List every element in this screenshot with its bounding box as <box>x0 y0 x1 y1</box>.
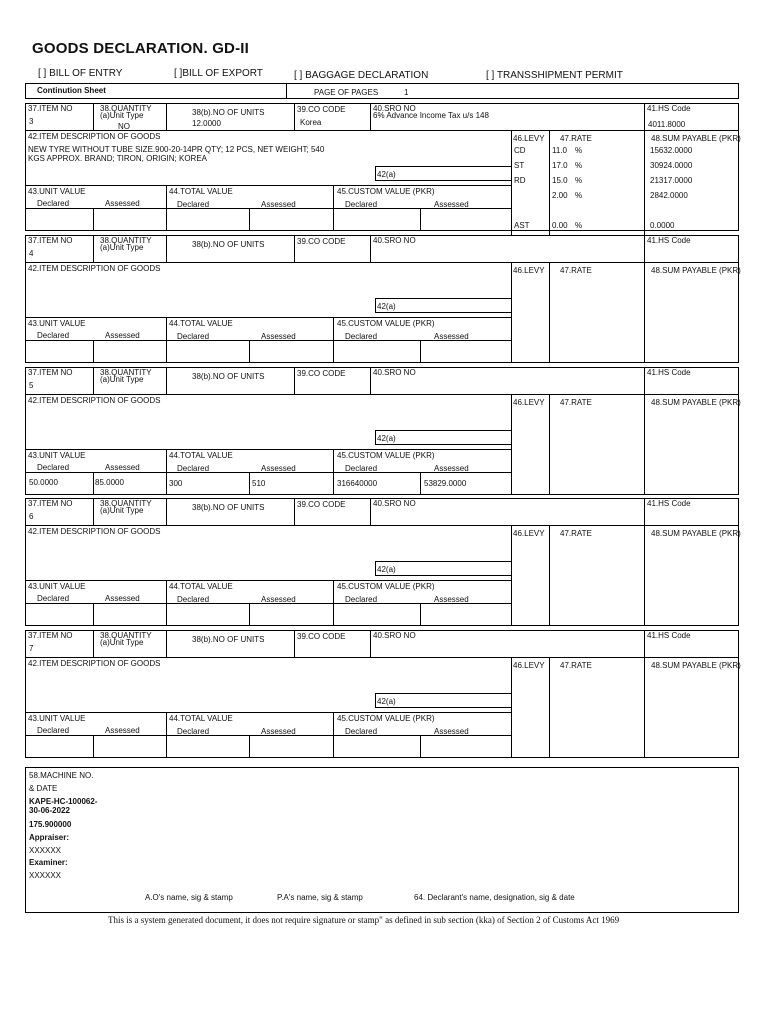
total-value-label: 44.TOTAL VALUE <box>169 451 233 460</box>
grid-line <box>644 235 645 262</box>
grid-line <box>249 208 250 231</box>
unit-value-assessed-label: Assessed <box>105 199 140 208</box>
appraiser-value: XXXXXX <box>29 846 62 855</box>
grid-line <box>511 525 512 626</box>
levy-percent: % <box>575 146 583 155</box>
grid-line <box>25 394 739 395</box>
rate-label: 47.RATE <box>560 134 592 143</box>
item-42a-label: 42(a) <box>377 565 396 574</box>
unit-type-label: (a)Unit Type <box>100 506 144 515</box>
levy-percent: % <box>575 221 583 230</box>
hs-code-label: 41.HS Code <box>647 499 691 508</box>
grid-line <box>549 525 550 626</box>
total-value-declared-label: Declared <box>177 595 210 604</box>
grid-line <box>249 472 250 495</box>
unit-type-label: (a)Unit Type <box>100 638 144 647</box>
signature-block <box>25 767 739 913</box>
transshipment-permit-option[interactable]: [ ] TRANSSHIPMENT PERMIT <box>486 70 623 81</box>
total-value-declared-label: Declared <box>177 464 210 473</box>
grid-line <box>511 130 512 235</box>
machine-no-label: 58.MACHINE NO. <box>29 771 94 780</box>
levy-name: CD <box>514 146 526 155</box>
levy-sum: 21317.0000 <box>650 176 693 185</box>
grid-line <box>294 498 295 525</box>
quantity-label: 38.QUANTITY <box>100 499 152 508</box>
levy-rate: 2.00 <box>552 191 568 200</box>
levy-rate: 17.0 <box>552 161 568 170</box>
co-code-label: 39.CO CODE <box>297 500 346 509</box>
grid-line <box>644 525 645 626</box>
levy-percent: % <box>575 176 583 185</box>
grid-line <box>370 235 371 262</box>
grid-line <box>370 498 371 525</box>
grid-line <box>420 472 421 495</box>
page-title: GOODS DECLARATION. GD-II <box>32 40 250 57</box>
total-value-declared-label: Declared <box>177 727 210 736</box>
customs-value-label: 45.CUSTOM VALUE (PKR) <box>337 187 435 196</box>
grid-line <box>25 367 739 495</box>
co-code-label: 39.CO CODE <box>297 105 346 114</box>
grid-line <box>511 657 512 758</box>
system-generated-note: This is a system generated document, it does not require signature or stamp" as defined in sub section (kka) of Section 2 of Customs Act 1969 <box>108 915 620 925</box>
grid-line <box>93 208 94 231</box>
unit-value-assessed-label: Assessed <box>105 463 140 472</box>
total-value-declared-field[interactable]: 300 <box>169 479 183 488</box>
grid-line <box>25 449 511 450</box>
description-label: 42.ITEM DESCRIPTION OF GOODS <box>28 527 161 536</box>
total-value-assessed-label: Assessed <box>261 595 296 604</box>
levy-percent: % <box>575 191 583 200</box>
continuation-row <box>25 83 739 99</box>
customs-value-assessed-field[interactable]: 53829.0000 <box>424 479 467 488</box>
grid-line <box>375 693 376 707</box>
hs-code-label: 41.HS Code <box>647 104 691 113</box>
customs-value-assessed-label: Assessed <box>434 727 469 736</box>
grid-line <box>375 575 511 576</box>
grid-line <box>375 166 376 180</box>
customs-value-declared-label: Declared <box>345 727 378 736</box>
grid-line <box>375 180 511 181</box>
grid-line <box>93 367 94 394</box>
grid-line <box>93 498 94 525</box>
grid-line <box>166 235 167 262</box>
grid-line <box>420 603 421 626</box>
customs-value-declared-label: Declared <box>345 200 378 209</box>
description-label: 42.ITEM DESCRIPTION OF GOODS <box>28 132 161 141</box>
co-code-value: Korea <box>300 118 322 127</box>
examiner-label: Examiner: <box>29 858 68 867</box>
grid-line <box>375 561 511 562</box>
hs-code-label: 41.HS Code <box>647 236 691 245</box>
hs-code-label: 41.HS Code <box>647 368 691 377</box>
grid-line <box>25 712 511 713</box>
grid-line <box>294 367 295 394</box>
unit-value-label: 43.UNIT VALUE <box>28 187 86 196</box>
unit-value-declared-label: Declared <box>37 726 70 735</box>
no-of-units-label: 38(b).NO OF UNITS <box>192 240 265 249</box>
total-value-assessed-label: Assessed <box>261 727 296 736</box>
grid-line <box>25 130 739 131</box>
grid-line <box>93 103 94 130</box>
grid-line <box>375 693 511 694</box>
customs-value-declared-field[interactable]: 316640000 <box>337 479 378 488</box>
description-label: 42.ITEM DESCRIPTION OF GOODS <box>28 264 161 273</box>
grid-line <box>249 735 250 758</box>
total-value-label: 44.TOTAL VALUE <box>169 319 233 328</box>
grid-line <box>549 657 550 758</box>
sro-no-label: 40.SRO NO <box>373 104 416 113</box>
levy-rate: 0.00 <box>552 221 568 230</box>
rate-label: 47.RATE <box>560 398 592 407</box>
unit-type-label: (a)Unit Type <box>100 111 144 120</box>
grid-line <box>249 603 250 626</box>
grid-line <box>25 185 511 186</box>
customs-value-declared-label: Declared <box>345 464 378 473</box>
grid-line <box>166 103 167 130</box>
no-of-units-value: 12.0000 <box>192 119 221 128</box>
unit-value-label: 43.UNIT VALUE <box>28 582 86 591</box>
declarant-signature-label: 64. Declarant's name, designation, sig & date <box>414 893 575 902</box>
hs-code-label: 41.HS Code <box>647 631 691 640</box>
grid-line <box>25 235 739 363</box>
grid-line <box>294 103 295 130</box>
grid-line <box>25 657 739 658</box>
grid-line <box>93 630 94 657</box>
levy-rate: 11.0 <box>552 146 567 155</box>
grid-line <box>375 430 376 444</box>
grid-line <box>549 394 550 495</box>
description-line: NEW TYRE WITHOUT TUBE SIZE.900-20-14PR QTY; 12 PCS, NET WEIGHT; 540 <box>28 145 325 154</box>
grid-line <box>644 630 645 657</box>
unit-type-value: NO <box>118 122 130 131</box>
sum-payable-label: 48.SUM PAYABLE (PKR) <box>651 266 741 275</box>
grid-line <box>420 340 421 363</box>
grid-line <box>375 430 511 431</box>
grid-line <box>375 166 511 167</box>
description-line: KGS APPROX. BRAND; TIRON, ORIGIN; KOREA <box>28 154 207 163</box>
sro-no-value: 6% Advance Income Tax u/s 148 <box>373 111 489 120</box>
grid-line <box>25 580 511 581</box>
grid-line <box>375 312 511 313</box>
sro-no-label: 40.SRO NO <box>373 631 416 640</box>
grid-line <box>93 235 94 262</box>
examiner-value: XXXXXX <box>29 871 62 880</box>
quantity-label: 38.QUANTITY <box>100 236 152 245</box>
description-label: 42.ITEM DESCRIPTION OF GOODS <box>28 659 161 668</box>
grid-line <box>25 103 739 231</box>
levy-label: 46.LEVY <box>513 529 545 538</box>
levy-sum: 0.0000 <box>650 221 675 230</box>
hs-code-value: 4011.8000 <box>648 120 686 129</box>
unit-value-label: 43.UNIT VALUE <box>28 451 86 460</box>
item-no-value: 4 <box>29 249 34 258</box>
grid-line <box>25 525 739 526</box>
sro-no-label: 40.SRO NO <box>373 236 416 245</box>
grid-line <box>370 367 371 394</box>
grid-line <box>420 735 421 758</box>
customs-value-label: 45.CUSTOM VALUE (PKR) <box>337 582 435 591</box>
co-code-label: 39.CO CODE <box>297 237 346 246</box>
unit-value-assessed-label: Assessed <box>105 594 140 603</box>
total-value-assessed-label: Assessed <box>261 332 296 341</box>
total-value-assessed-field[interactable]: 510 <box>252 479 266 488</box>
grid-line <box>93 603 94 626</box>
sum-payable-label: 48.SUM PAYABLE (PKR) <box>651 398 741 407</box>
unit-value-label: 43.UNIT VALUE <box>28 714 86 723</box>
levy-sum: 15632.0000 <box>650 146 693 155</box>
grid-line <box>25 262 739 263</box>
grid-line <box>644 367 645 394</box>
rate-label: 47.RATE <box>560 661 592 670</box>
no-of-units-label: 38(b).NO OF UNITS <box>192 372 265 381</box>
item-no-label: 37.ITEM NO <box>28 104 73 113</box>
customs-value-label: 45.CUSTOM VALUE (PKR) <box>337 451 435 460</box>
item-no-label: 37.ITEM NO <box>28 236 73 245</box>
total-value-assessed-label: Assessed <box>261 464 296 473</box>
total-value-label: 44.TOTAL VALUE <box>169 187 233 196</box>
grid-line <box>644 394 645 495</box>
customs-value-assessed-label: Assessed <box>434 200 469 209</box>
grid-line <box>166 367 167 394</box>
item-no-value: 6 <box>29 512 34 521</box>
machine-no-value: KAPE-HC-100062- <box>29 797 98 806</box>
page-label: PAGE OF PAGES <box>314 88 379 97</box>
item-no-label: 37.ITEM NO <box>28 368 73 377</box>
customs-value-assessed-label: Assessed <box>434 464 469 473</box>
co-code-label: 39.CO CODE <box>297 632 346 641</box>
item-42a-label: 42(a) <box>377 170 396 179</box>
unit-value-declared-label: Declared <box>37 331 70 340</box>
total-value-assessed-label: Assessed <box>261 200 296 209</box>
date-label: & DATE <box>29 784 58 793</box>
unit-value-declared-label: Declared <box>37 594 70 603</box>
grid-line <box>420 208 421 231</box>
quantity-label: 38.QUANTITY <box>100 368 152 377</box>
date-value: 30-06-2022 <box>29 806 70 815</box>
sum-payable-label: 48.SUM PAYABLE (PKR) <box>651 134 741 143</box>
pa-signature-label: P.A's name, sig & stamp <box>277 893 363 902</box>
total-value-label: 44.TOTAL VALUE <box>169 582 233 591</box>
unit-value-declared-label: Declared <box>37 463 70 472</box>
levy-label: 46.LEVY <box>513 134 545 143</box>
unit-type-label: (a)Unit Type <box>100 375 144 384</box>
unit-value-declared-label: Declared <box>37 199 70 208</box>
grid-line <box>166 630 167 657</box>
levy-sum: 30924.0000 <box>650 161 693 170</box>
item-no-label: 37.ITEM NO <box>28 499 73 508</box>
grid-line <box>294 630 295 657</box>
customs-value-label: 45.CUSTOM VALUE (PKR) <box>337 714 435 723</box>
grid-line <box>294 235 295 262</box>
unit-value-assessed-label: Assessed <box>105 331 140 340</box>
sum-payable-label: 48.SUM PAYABLE (PKR) <box>651 529 741 538</box>
grid-line <box>644 262 645 363</box>
levy-label: 46.LEVY <box>513 398 545 407</box>
unit-value-assessed-label: Assessed <box>105 726 140 735</box>
ao-signature-label: A.O's name, sig & stamp <box>145 893 233 902</box>
levy-sum: 2842.0000 <box>650 191 688 200</box>
item-no-value: 3 <box>29 117 34 126</box>
no-of-units-label: 38(b).NO OF UNITS <box>192 503 265 512</box>
unit-value-label: 43.UNIT VALUE <box>28 319 86 328</box>
customs-value-assessed-label: Assessed <box>434 595 469 604</box>
machine-amount-value: 175.900000 <box>29 820 72 829</box>
grid-line <box>511 262 512 363</box>
grid-line <box>644 657 645 758</box>
grid-line <box>93 340 94 363</box>
grid-line <box>375 707 511 708</box>
item-42a-label: 42(a) <box>377 697 396 706</box>
grid-line <box>511 394 512 495</box>
grid-line <box>549 130 550 235</box>
item-no-value: 5 <box>29 381 34 390</box>
grid-line <box>375 298 376 312</box>
appraiser-label: Appraiser: <box>29 833 70 842</box>
rate-label: 47.RATE <box>560 529 592 538</box>
levy-name: RD <box>514 176 526 185</box>
grid-line <box>249 340 250 363</box>
grid-line <box>375 444 511 445</box>
grid-line <box>644 498 645 525</box>
total-value-declared-label: Declared <box>177 200 210 209</box>
total-value-declared-label: Declared <box>177 332 210 341</box>
co-code-label: 39.CO CODE <box>297 369 346 378</box>
unit-type-label: (a)Unit Type <box>100 243 144 252</box>
customs-value-label: 45.CUSTOM VALUE (PKR) <box>337 319 435 328</box>
page-value: 1 <box>404 88 409 97</box>
grid-line <box>370 630 371 657</box>
grid-line <box>25 630 739 758</box>
levy-label: 46.LEVY <box>513 266 545 275</box>
no-of-units-label: 38(b).NO OF UNITS <box>192 108 265 117</box>
customs-value-declared-label: Declared <box>345 595 378 604</box>
grid-line <box>93 472 94 495</box>
levy-percent: % <box>575 161 583 170</box>
item-no-value: 7 <box>29 644 34 653</box>
bill-of-export-option[interactable]: [ ]BILL OF EXPORT <box>174 68 263 79</box>
grid-line <box>644 130 645 235</box>
levy-label: 46.LEVY <box>513 661 545 670</box>
levy-name: ST <box>514 161 525 170</box>
sum-payable-label: 48.SUM PAYABLE (PKR) <box>651 661 741 670</box>
grid-line <box>375 561 376 575</box>
continuation-sheet-label: Continution Sheet <box>37 86 106 95</box>
no-of-units-label: 38(b).NO OF UNITS <box>192 635 265 644</box>
quantity-label: 38.QUANTITY <box>100 631 152 640</box>
unit-value-assessed-field[interactable]: 85.0000 <box>95 478 124 487</box>
levy-name: AST <box>514 221 530 230</box>
grid-line <box>25 317 511 318</box>
quantity-label: 38.QUANTITY <box>100 104 152 113</box>
total-value-label: 44.TOTAL VALUE <box>169 714 233 723</box>
sro-no-label: 40.SRO NO <box>373 368 416 377</box>
grid-line <box>644 103 645 130</box>
bill-of-entry-option[interactable]: [ ] BILL OF ENTRY <box>38 68 123 79</box>
sro-no-label: 40.SRO NO <box>373 499 416 508</box>
grid-line <box>93 735 94 758</box>
item-no-label: 37.ITEM NO <box>28 631 73 640</box>
grid-line <box>549 262 550 363</box>
baggage-declaration-option[interactable]: [ ] BAGGAGE DECLARATION <box>294 70 429 81</box>
grid-line <box>375 298 511 299</box>
grid-line <box>370 103 371 130</box>
rate-label: 47.RATE <box>560 266 592 275</box>
unit-value-declared-field[interactable]: 50.0000 <box>29 478 58 487</box>
levy-rate: 15.0 <box>552 176 568 185</box>
customs-value-assessed-label: Assessed <box>434 332 469 341</box>
item-42a-label: 42(a) <box>377 434 396 443</box>
grid-line <box>25 498 739 626</box>
description-label: 42.ITEM DESCRIPTION OF GOODS <box>28 396 161 405</box>
customs-value-declared-label: Declared <box>345 332 378 341</box>
grid-line <box>166 498 167 525</box>
item-42a-label: 42(a) <box>377 302 396 311</box>
